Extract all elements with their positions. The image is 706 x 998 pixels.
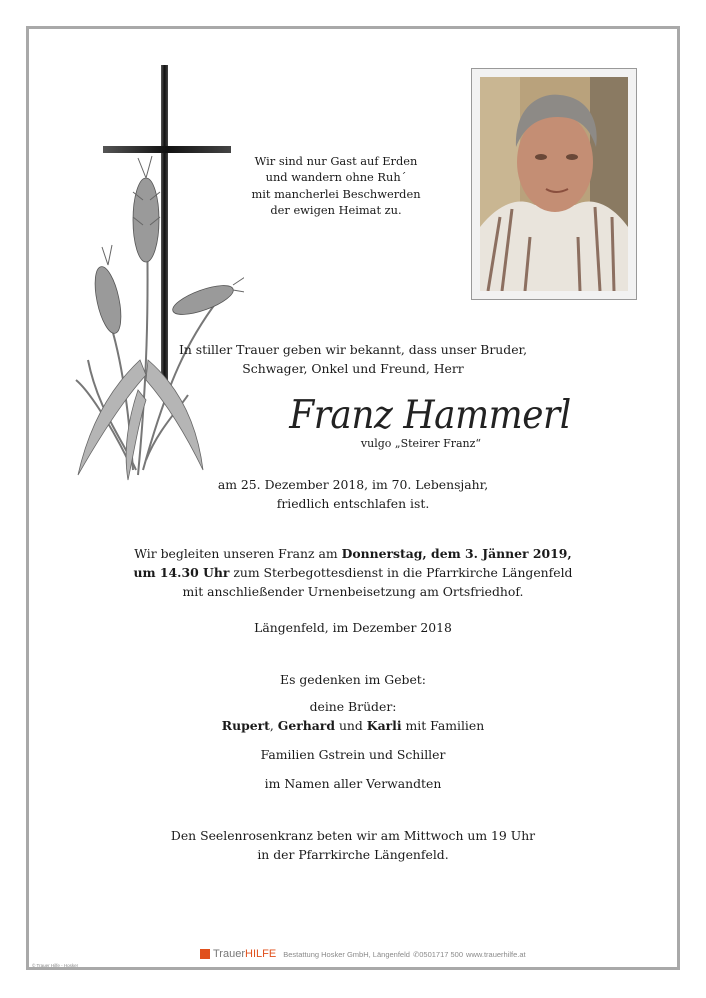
- poem: [246, 153, 426, 218]
- poem-line: und wandern ohne Ruh´: [265, 170, 407, 185]
- mourners-intro: Es gedenken im Gebet:: [280, 672, 426, 687]
- footer-url[interactable]: www.trauerhilfe.at: [466, 949, 526, 959]
- place-date: Längenfeld, im Dezember 2018: [254, 620, 452, 635]
- funeral-line-2: [0, 563, 706, 582]
- footer-company: Bestattung Hosker GmbH, Längenfeld: [283, 949, 410, 959]
- mourners-families: Familien Gstrein und Schiller: [260, 747, 446, 762]
- mourners-brothers-label: deine Brüder:: [309, 699, 397, 714]
- trauerhilfe-logo-icon: [200, 949, 210, 959]
- deceased-name: Franz Hammerl: [289, 393, 571, 438]
- funeral-time: um 14.30 Uhr: [133, 565, 230, 580]
- funeral-text: zum Sterbegottesdienst in die Pfarrkirche Längenfeld: [229, 565, 573, 580]
- copyright-note: © Trauer Hilfe - Hosker: [32, 963, 79, 968]
- announcement-line: In stiller Trauer geben wir bekannt, dass unser Bruder,: [178, 342, 528, 357]
- brother-name: Rupert: [221, 718, 270, 733]
- footer: [200, 947, 526, 961]
- mourners-relatives: im Namen aller Verwandten: [264, 776, 442, 791]
- deceased-nickname: vulgo „Steirer Franz“: [360, 437, 482, 450]
- poem-line: Wir sind nur Gast auf Erden: [254, 154, 418, 168]
- brand-name: TrauerHILFE: [213, 948, 277, 960]
- separator: ,: [269, 718, 278, 733]
- death-line: friedlich entschlafen ist.: [276, 496, 430, 511]
- portrait-frame: [471, 68, 637, 300]
- rosary-line: in der Pfarrkirche Längenfeld.: [257, 847, 449, 862]
- rosary-info: [0, 826, 706, 864]
- funeral-text: Wir begleiten unseren Franz am: [134, 546, 342, 561]
- funeral-date: Donnerstag, dem 3. Jänner 2019,: [341, 546, 572, 561]
- footer-phone: ✆0501717 500: [412, 949, 464, 959]
- death-notice: [0, 475, 706, 513]
- separator: und: [335, 718, 367, 733]
- announcement-line: Schwager, Onkel und Freund, Herr: [242, 361, 464, 376]
- rosary-line: Den Seelenrosenkranz beten wir am Mittwoch um 19 Uhr: [170, 828, 536, 843]
- funeral-line-3: mit anschließender Urnenbeisetzung am Ortsfriedhof.: [182, 584, 524, 599]
- portrait-photo: [480, 77, 628, 291]
- suffix: mit Familien: [401, 718, 485, 733]
- funeral-info: [0, 544, 706, 601]
- funeral-line-1: [0, 544, 706, 563]
- poem-line: mit mancherlei Beschwerden: [251, 186, 421, 201]
- brother-name: Karli: [366, 718, 402, 733]
- cross-wheat-icon: [68, 60, 244, 490]
- mourners-brothers: [0, 716, 706, 735]
- brother-name: Gerhard: [277, 718, 336, 733]
- announcement: [0, 340, 706, 378]
- poem-line: der ewigen Heimat zu.: [270, 202, 402, 217]
- death-line: am 25. Dezember 2018, im 70. Lebensjahr,: [217, 477, 489, 492]
